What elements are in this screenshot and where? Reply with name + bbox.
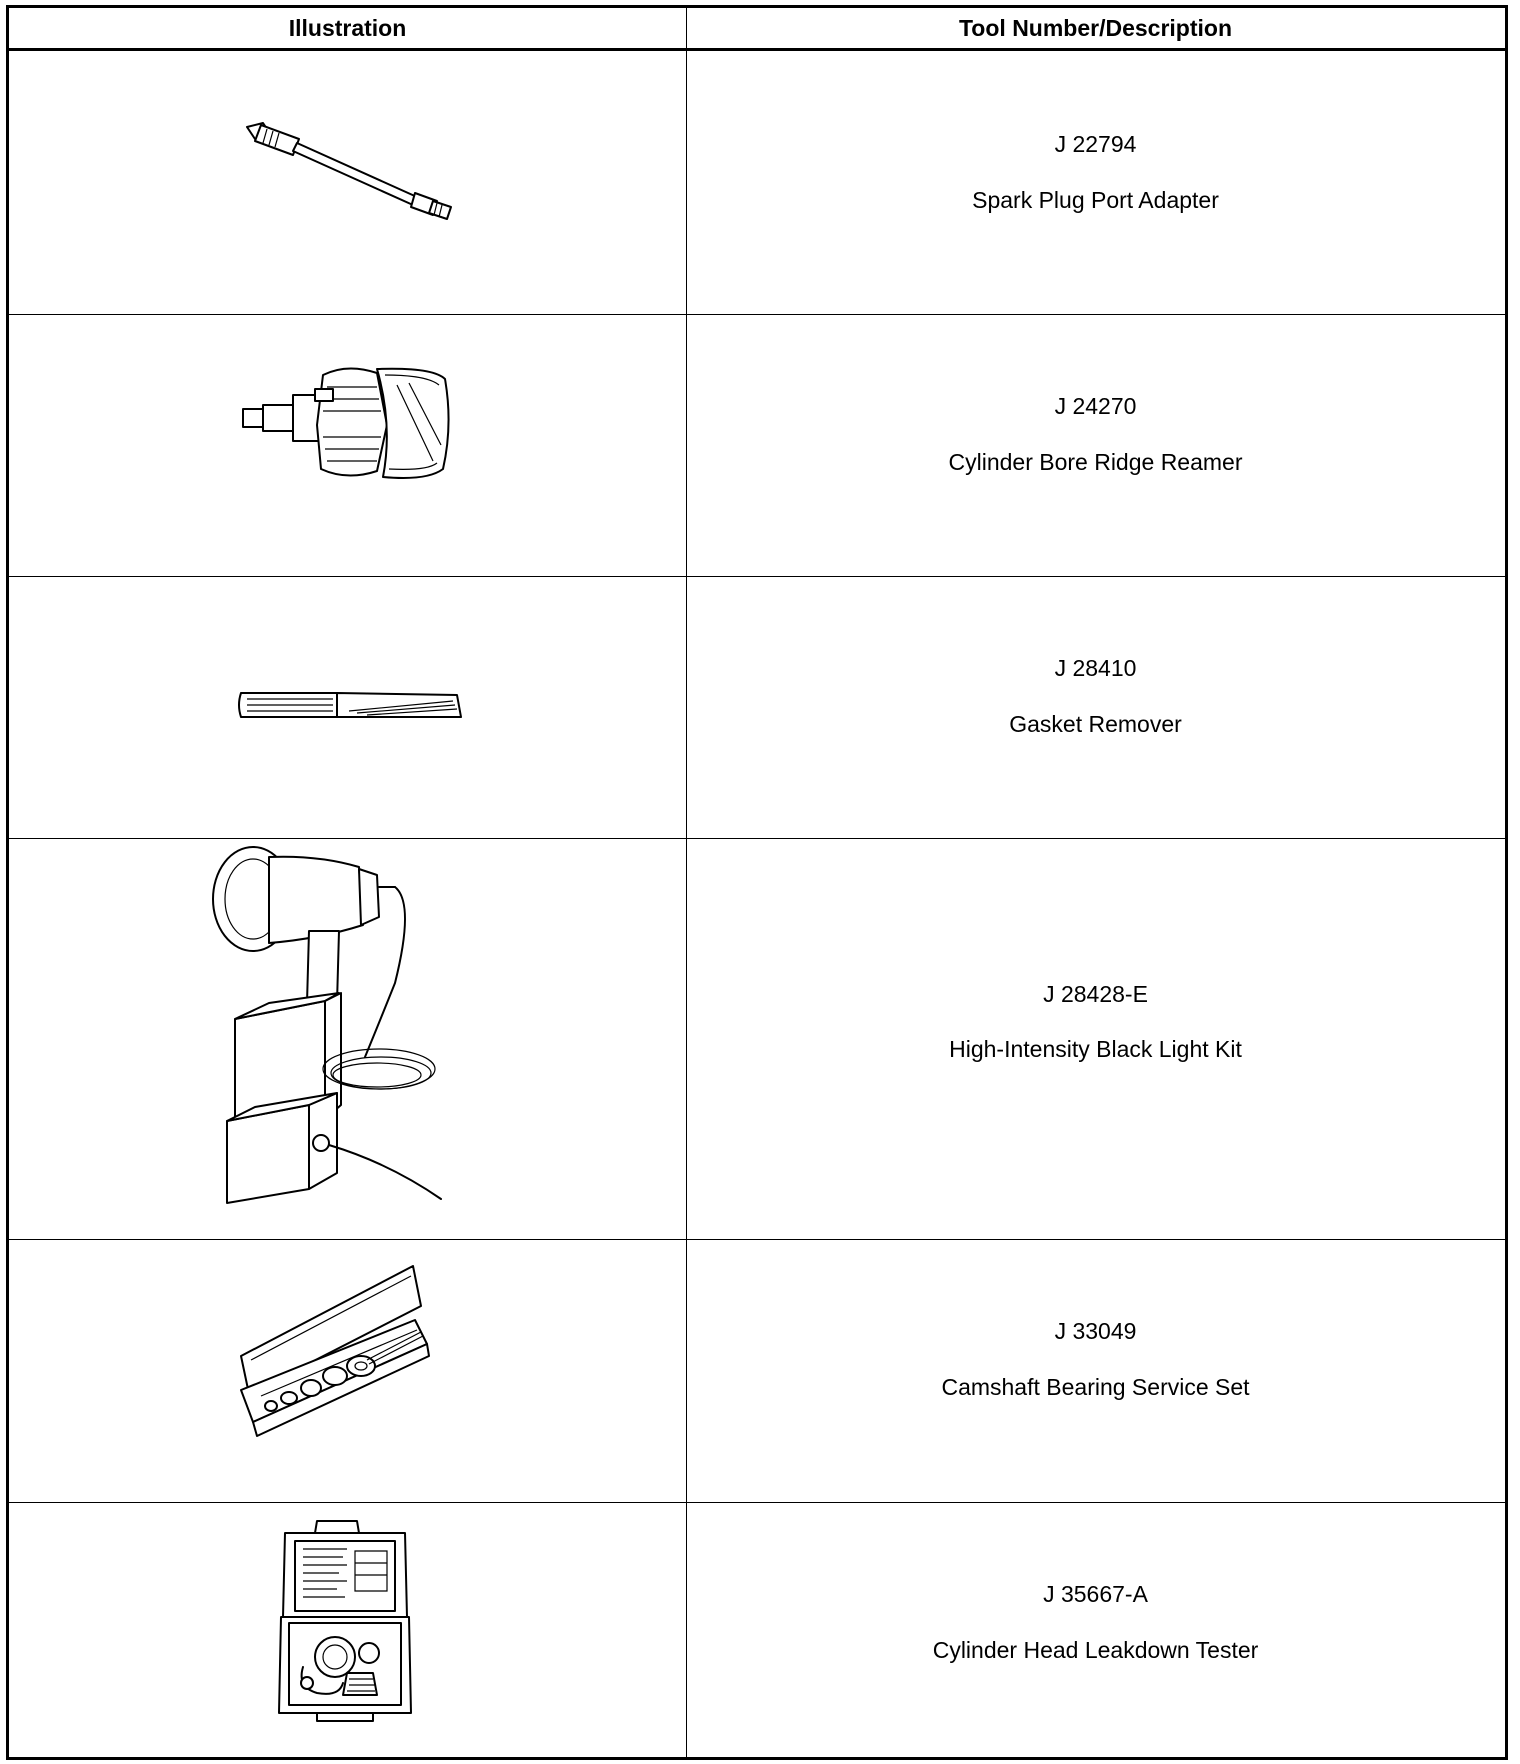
tool-description: Camshaft Bearing Service Set [941,1374,1250,1400]
description-cell [686,1503,1505,1760]
illustration-cell [9,315,686,576]
description-cell [686,315,1505,576]
illustration-cell [9,1240,686,1502]
table-row [9,315,1505,577]
description-cell [686,839,1505,1239]
table-row [9,839,1505,1240]
leakdown-tester-icon [277,1517,417,1727]
tool-description: Cylinder Head Leakdown Tester [932,1637,1259,1663]
table-header [9,8,1505,51]
illustration-cell [9,839,686,1239]
ridge-reamer-icon [237,365,477,485]
table-row [9,1240,1505,1503]
description-cell [686,1240,1505,1502]
tool-number: J 28410 [1054,655,1137,681]
tools-table [6,5,1508,1760]
illustration-cell [9,51,686,314]
tool-description: High-Intensity Black Light Kit [949,1036,1242,1062]
header-tool-description: Tool Number/Description [958,15,1233,41]
tool-description: Spark Plug Port Adapter [972,187,1219,213]
illustration-cell [9,577,686,838]
tool-number: J 28428-E [1043,981,1148,1007]
tool-number: J 33049 [1054,1318,1137,1344]
illustration-cell [9,1503,686,1760]
tool-description: Gasket Remover [1009,711,1182,737]
tool-number: J 24270 [1054,393,1137,419]
table-row [9,1503,1505,1760]
gasket-remover-icon [237,687,477,727]
black-light-kit-icon [209,843,509,1213]
tool-number: J 22794 [1054,131,1137,157]
header-illustration: Illustration [288,15,407,41]
tool-number: J 35667-A [1043,1581,1148,1607]
table-row [9,51,1505,315]
camshaft-bearing-set-icon [237,1260,477,1450]
tool-description: Cylinder Bore Ridge Reamer [948,449,1243,475]
spark-plug-port-adapter-icon [237,121,477,221]
description-cell [686,577,1505,838]
description-cell [686,51,1505,314]
table-row [9,577,1505,839]
